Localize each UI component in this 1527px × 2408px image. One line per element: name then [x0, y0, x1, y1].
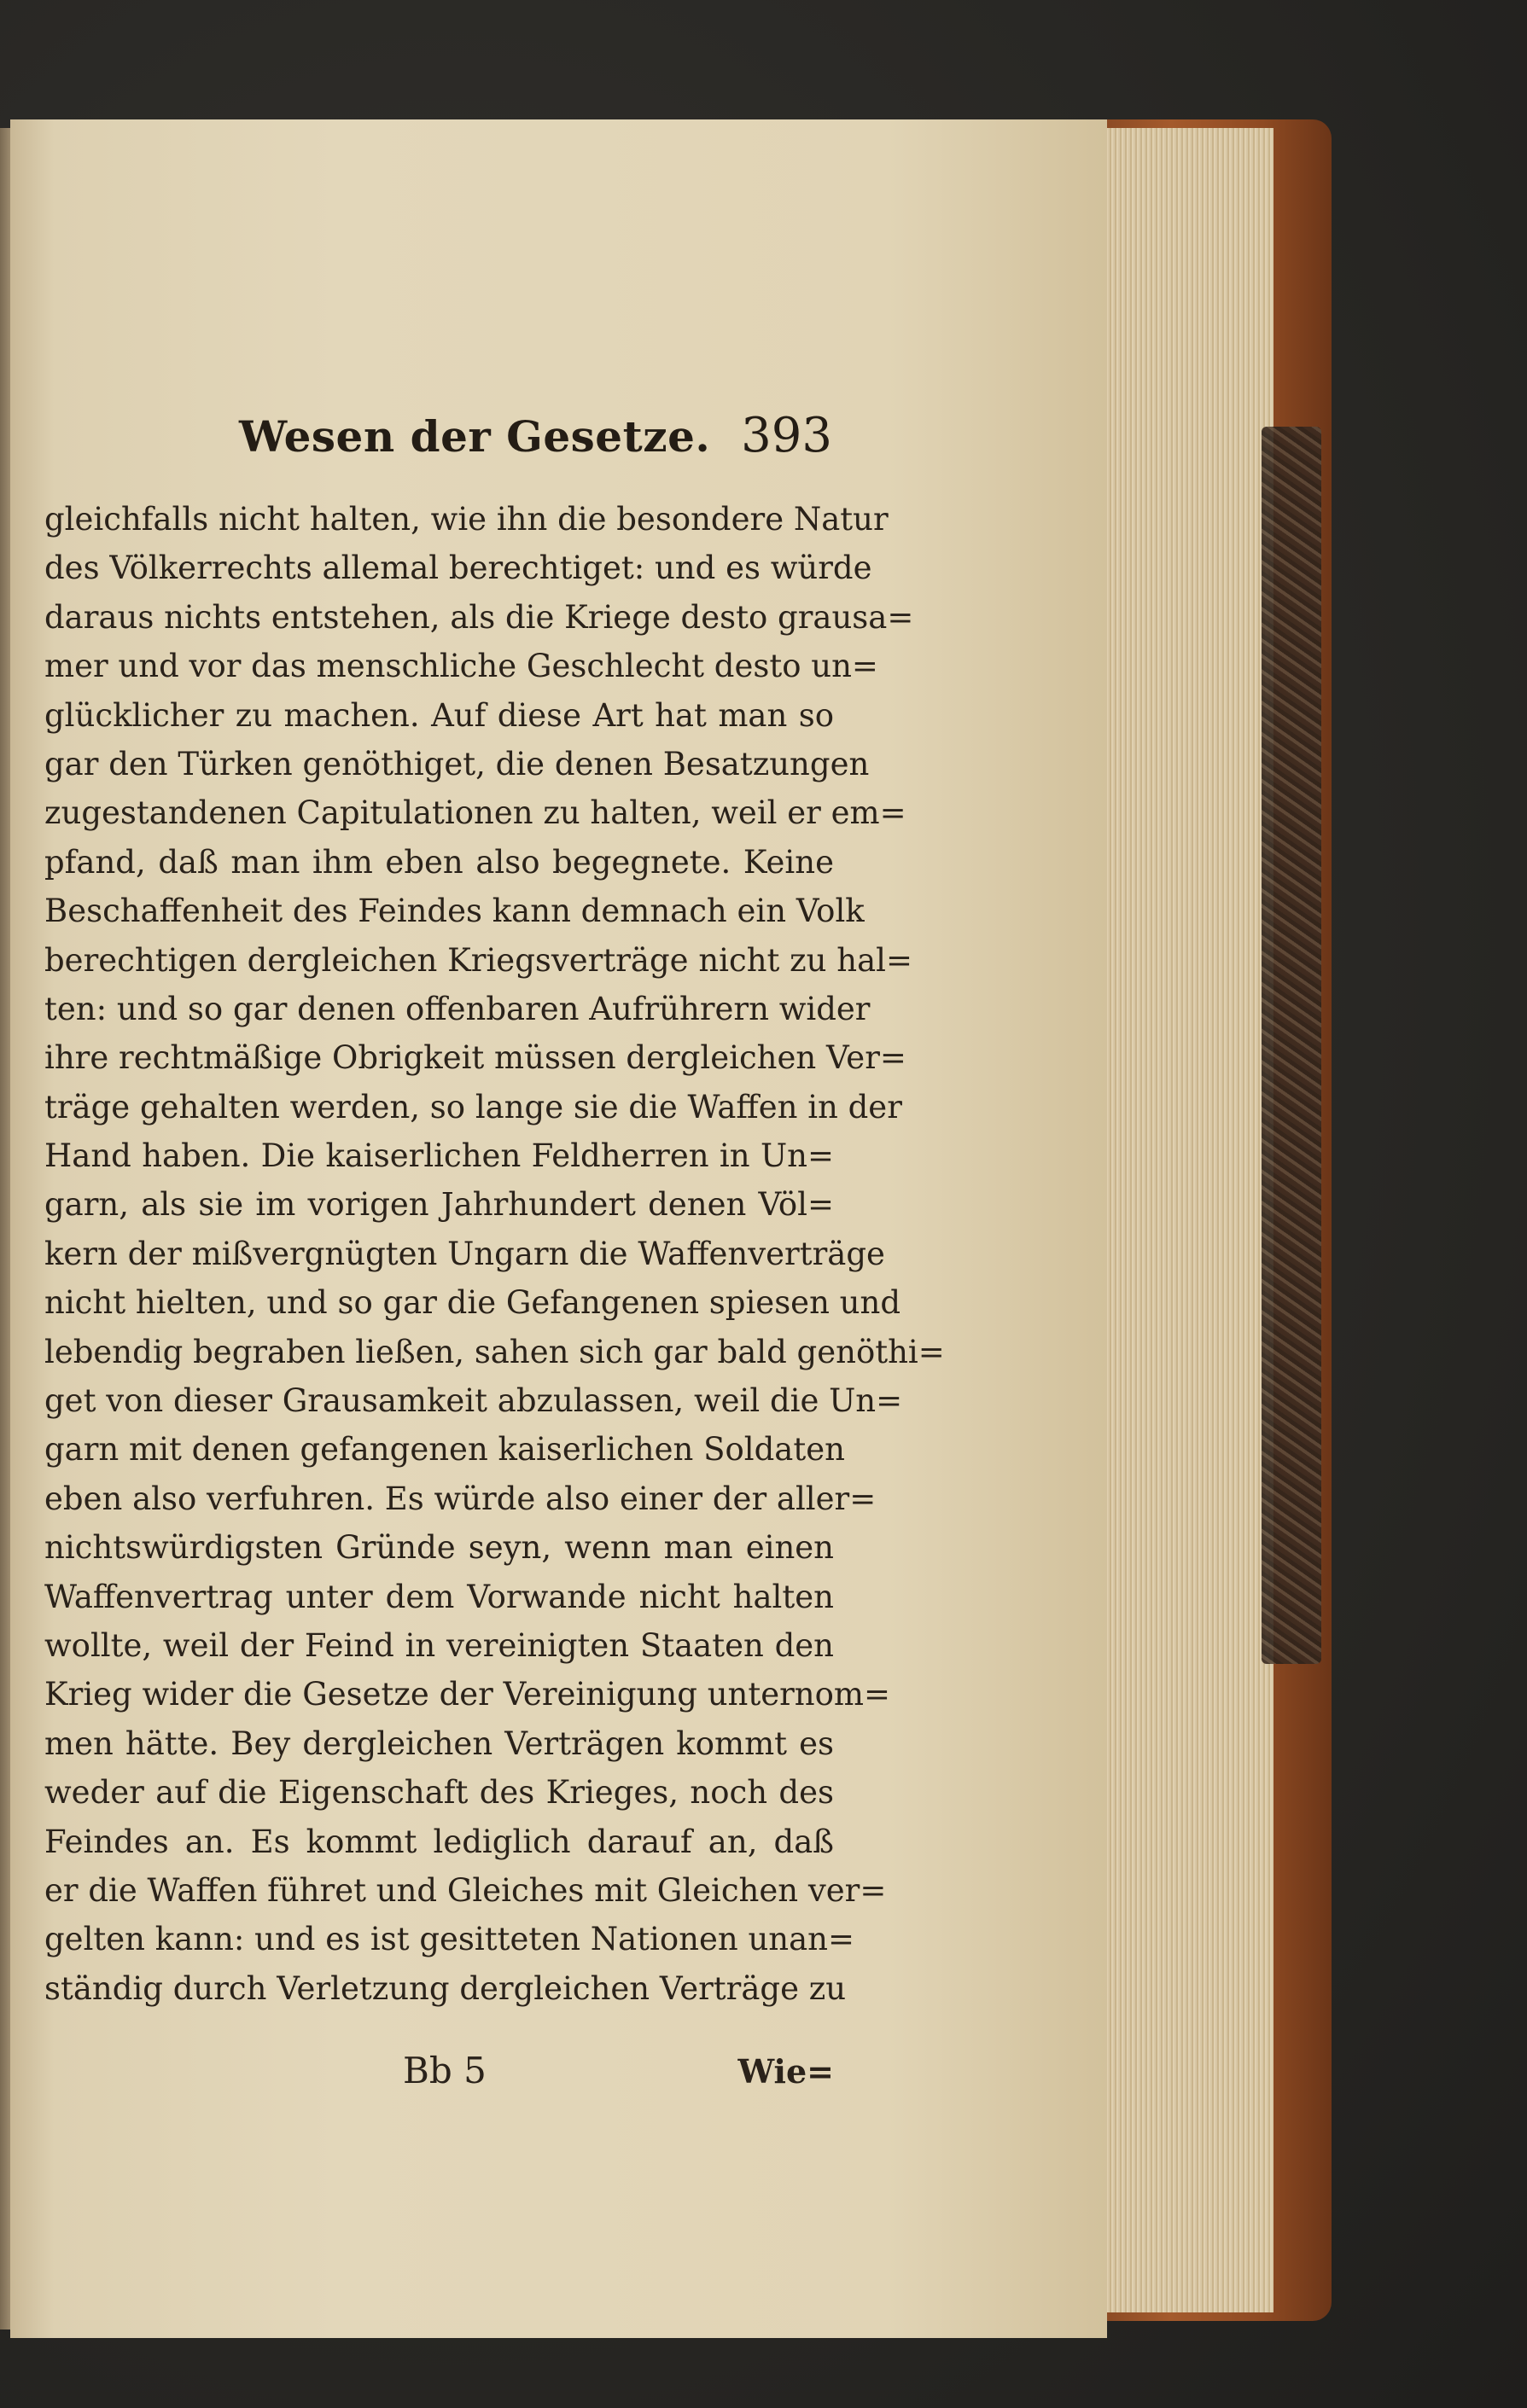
text-line: Waffenvertrag unter dem Vorwande nicht halten [44, 1578, 834, 1615]
running-head [230, 408, 832, 476]
text-line: berechtigen dergleichen Kriegsverträge nicht zu hal= [44, 941, 912, 979]
body-text [44, 495, 945, 2013]
text-line: get von dieser Grausamkeit abzulassen, weil die Un= [44, 1382, 903, 1420]
text-line: zugestandenen Capitulationen zu halten, weil er em= [44, 794, 906, 832]
book-page [10, 119, 1107, 2338]
text-line: Hand haben. Die kaiserlichen Feldherren in Un= [44, 1137, 834, 1175]
text-line: des Völkerrechts allemal berechtiget: und es würde [44, 550, 872, 587]
text-line: garn mit denen gefangenen kaiserlichen Soldaten [44, 1431, 845, 1469]
text-line: garn, als sie im vorigen Jahrhundert denen Völ= [44, 1186, 834, 1224]
text-line: gleichfalls nicht halten, wie ihn die besondere Natur [44, 501, 889, 538]
text-line: nicht hielten, und so gar die Gefangenen spiesen und [44, 1284, 901, 1322]
catchword: Wie= [737, 2052, 834, 2091]
text-line: Feindes an. Es kommt lediglich darauf an, daß [44, 1823, 834, 1860]
text-line: eben also verfuhren. Es würde also einer der aller= [44, 1480, 877, 1517]
text-block-edges [1103, 128, 1273, 2312]
text-line: pfand, daß man ihm eben also begegnete. Keine [44, 843, 834, 881]
signature-mark: Bb 5 [403, 2050, 487, 2091]
text-line: daraus nichts entstehen, als die Kriege desto grausa= [44, 598, 914, 636]
text-line: gar den Türken genöthiget, die denen Besatzungen [44, 745, 870, 782]
text-line: mer und vor das menschliche Geschlecht desto un= [44, 648, 878, 685]
text-line: Krieg wider die Gesetze der Vereinigung unternom= [44, 1676, 890, 1713]
text-line: lebendig begraben ließen, sahen sich gar bald genöthi= [44, 1333, 945, 1370]
text-line: wollte, weil der Feind in vereinigten Staaten den [44, 1626, 834, 1664]
text-line: weder auf die Eigenschaft des Krieges, noch des [44, 1774, 834, 1812]
page-number: 393 [741, 408, 832, 463]
running-title: Wesen der Gesetze. [239, 411, 711, 462]
page-footer [403, 2050, 834, 2091]
text-line: men hätte. Bey dergleichen Verträgen kommt es [44, 1725, 834, 1762]
text-line: ihre rechtmäßige Obrigkeit müssen dergleichen Ver= [44, 1039, 906, 1077]
text-line: ständig durch Verletzung dergleichen Verträge zu [44, 1969, 847, 2007]
text-line: Beschaffenheit des Feindes kann demnach ein Volk [44, 893, 865, 930]
text-line: kern der mißvergnügten Ungarn die Waffenverträge [44, 1235, 885, 1272]
text-line: glücklicher zu machen. Auf diese Art hat man so [44, 696, 834, 734]
text-line: nichtswürdigsten Gründe seyn, wenn man einen [44, 1529, 834, 1567]
text-line: träge gehalten werden, so lange sie die Waffen in der [44, 1088, 902, 1125]
text-line: gelten kann: und es ist gesitteten Nationen unan= [44, 1921, 855, 1958]
text-line: ten: und so gar denen offenbaren Aufrührern wider [44, 990, 871, 1027]
text-line: er die Waffen führet und Gleiches mit Gleichen ver= [44, 1871, 887, 1909]
marbled-board [1262, 427, 1321, 1664]
